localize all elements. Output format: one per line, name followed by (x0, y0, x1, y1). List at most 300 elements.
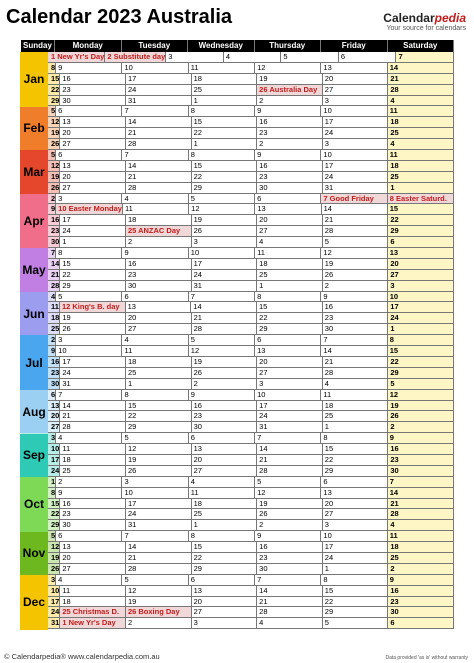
week-row (21, 509, 454, 520)
day-cell-saturday: 1 (388, 183, 454, 193)
day-cell-sunday: 23 (21, 368, 60, 378)
day-cell-sunday: 11 (21, 302, 60, 312)
week-row (21, 411, 454, 422)
week-row (21, 422, 454, 433)
day-cell: 30 (323, 324, 389, 334)
day-cell-saturday: 29 (388, 368, 454, 378)
day-cell: 2 (323, 281, 389, 291)
day-cell: 11 (60, 444, 126, 454)
day-cell: 12 (255, 488, 321, 498)
day-cell: 7 (122, 150, 188, 160)
day-cell: 2 (257, 96, 323, 106)
day-cell: 20 (60, 172, 126, 182)
day-cell: 4 (323, 379, 389, 389)
week-row (21, 575, 454, 586)
day-cell: 9 (122, 248, 188, 258)
day-cell: 17 (126, 499, 192, 509)
day-cell: 21 (257, 455, 323, 465)
day-cell-saturday: 21 (388, 74, 454, 84)
day-cell-sunday: 5 (21, 531, 56, 541)
calendar-body (21, 52, 454, 629)
day-cell-saturday: 22 (388, 357, 454, 367)
day-cell: 31 (60, 379, 126, 389)
day-cell-sunday: 23 (21, 226, 60, 236)
day-cell: 11 (60, 586, 126, 596)
day-cell-saturday: 26 (388, 411, 454, 421)
day-cell: 24 (60, 226, 126, 236)
day-cell: 4 (224, 52, 282, 62)
day-cell: 6 (56, 106, 122, 116)
day-cell: 26 Boxing Day (126, 607, 192, 617)
day-cell: 18 (60, 597, 126, 607)
day-cell-sunday: 9 (21, 204, 56, 214)
day-cell: 14 (321, 346, 387, 356)
week-row (21, 618, 454, 629)
day-cell: 16 (126, 259, 192, 269)
day-cell-sunday: 3 (21, 433, 56, 443)
day-cell-saturday: 13 (388, 248, 454, 258)
day-cell-saturday: 12 (388, 390, 454, 400)
day-cell: 26 (192, 226, 258, 236)
day-cell-sunday: 19 (21, 553, 60, 563)
day-cell: 3 (166, 52, 224, 62)
calendarpedia-logo[interactable] (383, 12, 466, 32)
day-cell-sunday: 1 New Yr's Day (21, 52, 105, 62)
week-row (21, 270, 454, 281)
day-cell: 21 (323, 215, 389, 225)
week-row (21, 357, 454, 368)
day-cell: 1 New Yr's Day (60, 618, 126, 628)
day-cell-sunday: 22 (21, 85, 60, 95)
day-cell: 25 (257, 270, 323, 280)
day-cell: 3 (56, 194, 122, 204)
day-cell: 20 (192, 597, 258, 607)
week-row (21, 161, 454, 172)
day-cell: 25 (60, 466, 126, 476)
day-cell: 19 (126, 597, 192, 607)
day-cell: 14 (322, 204, 388, 214)
day-cell-saturday: 27 (388, 270, 454, 280)
day-cell: 26 (60, 324, 126, 334)
week-row (21, 52, 454, 63)
day-cell-sunday: 5 (21, 106, 56, 116)
day-cell: 5 (122, 575, 188, 585)
day-cell: 2 (192, 379, 258, 389)
day-cell: 9 (56, 488, 122, 498)
day-cell: 28 (257, 466, 323, 476)
day-cell-sunday: 17 (21, 597, 60, 607)
day-cell: 28 (60, 422, 126, 432)
week-row (21, 324, 454, 335)
day-cell-saturday: 18 (388, 117, 454, 127)
day-cell: 4 (257, 618, 323, 628)
day-cell: 5 (189, 335, 255, 345)
day-cell: 31 (126, 96, 192, 106)
day-cell-sunday: 19 (21, 128, 60, 138)
day-cell: 13 (60, 542, 126, 552)
day-cell: 3 (323, 96, 389, 106)
day-cell: 12 King's B. day (60, 302, 126, 312)
day-cell-sunday: 24 (21, 466, 60, 476)
month-label-aug: Aug (20, 390, 48, 434)
week-row (21, 302, 454, 313)
month-label-jul: Jul (20, 335, 48, 390)
day-cell: 6 (255, 194, 321, 204)
day-cell: 7 (255, 575, 321, 585)
day-cell: 5 (255, 477, 321, 487)
day-cell: 8 (321, 433, 387, 443)
week-row (21, 390, 454, 401)
weekday-thursday: Thursday (255, 40, 322, 52)
day-cell-sunday: 21 (21, 270, 60, 280)
day-cell: 30 (257, 183, 323, 193)
day-cell: 6 (339, 52, 397, 62)
day-cell: 22 (257, 313, 323, 323)
day-cell: 20 (323, 74, 389, 84)
day-cell: 10 (321, 531, 387, 541)
month-label-apr: Apr (20, 194, 48, 249)
day-cell: 2 (126, 618, 192, 628)
day-cell: 19 (323, 259, 389, 269)
week-row (21, 379, 454, 390)
day-cell: 30 (192, 422, 258, 432)
day-cell-saturday: 7 (388, 477, 454, 487)
day-cell-sunday: 26 (21, 139, 60, 149)
day-cell: 18 (126, 357, 192, 367)
week-row (21, 194, 454, 205)
day-cell-sunday: 6 (21, 390, 56, 400)
day-cell-saturday: 16 (388, 444, 454, 454)
day-cell: 3 (56, 335, 122, 345)
week-row (21, 542, 454, 553)
day-cell: 15 (126, 401, 192, 411)
day-cell: 28 (126, 564, 192, 574)
day-cell: 15 (60, 259, 126, 269)
day-cell: 28 (323, 226, 389, 236)
day-cell: 29 (192, 183, 258, 193)
day-cell: 13 (321, 488, 387, 498)
day-cell-sunday: 3 (21, 575, 56, 585)
day-cell-sunday: 9 (21, 346, 56, 356)
day-cell: 25 Christmas D. (60, 607, 126, 617)
day-cell: 13 (321, 63, 387, 73)
day-cell: 25 ANZAC Day (126, 226, 192, 236)
day-cell: 16 (323, 302, 389, 312)
day-cell: 6 (189, 433, 255, 443)
day-cell: 29 (60, 281, 126, 291)
day-cell: 19 (192, 215, 258, 225)
week-row (21, 63, 454, 74)
week-row (21, 466, 454, 477)
day-cell: 11 (123, 204, 189, 214)
week-row (21, 455, 454, 466)
day-cell: 18 (323, 401, 389, 411)
day-cell: 19 (192, 357, 258, 367)
day-cell: 2 (126, 237, 192, 247)
day-cell: 24 (323, 128, 389, 138)
day-cell-sunday: 29 (21, 96, 60, 106)
day-cell: 7 (56, 390, 122, 400)
day-cell: 7 (255, 433, 321, 443)
day-cell-sunday: 10 (21, 586, 60, 596)
day-cell-saturday: 25 (388, 553, 454, 563)
day-cell: 27 (257, 368, 323, 378)
day-cell: 31 (126, 520, 192, 530)
day-cell: 22 (192, 172, 258, 182)
day-cell: 7 (122, 531, 188, 541)
day-cell: 27 (257, 226, 323, 236)
day-cell: 26 (323, 270, 389, 280)
week-row (21, 259, 454, 270)
day-cell: 6 (189, 575, 255, 585)
day-cell: 15 (192, 161, 258, 171)
weekday-header (21, 40, 454, 52)
day-cell: 9 (321, 292, 387, 302)
day-cell-sunday: 16 (21, 357, 60, 367)
month-label-may: May (20, 248, 48, 292)
day-cell-sunday: 2 (21, 335, 56, 345)
day-cell: 2 (257, 520, 323, 530)
day-cell: 5 (323, 237, 389, 247)
day-cell: 15 (257, 302, 323, 312)
day-cell: 21 (323, 357, 389, 367)
day-cell: 8 (189, 150, 255, 160)
day-cell-sunday: 29 (21, 520, 60, 530)
day-cell: 15 (192, 117, 258, 127)
day-cell-saturday: 14 (388, 488, 454, 498)
day-cell: 10 Easter Monday (58, 204, 122, 214)
day-cell: 5 (122, 433, 188, 443)
day-cell: 3 (122, 477, 188, 487)
week-row (21, 85, 454, 96)
day-cell-sunday: 13 (21, 401, 60, 411)
day-cell: 21 (126, 172, 192, 182)
day-cell: 30 (60, 96, 126, 106)
day-cell-saturday: 2 (388, 564, 454, 574)
day-cell: 25 (126, 368, 192, 378)
day-cell: 18 (257, 259, 323, 269)
day-cell-saturday: 14 (388, 63, 454, 73)
day-cell-saturday: 3 (388, 281, 454, 291)
weekday-wednesday: Wednesday (188, 40, 255, 52)
day-cell-saturday: 16 (388, 586, 454, 596)
day-cell: 21 (60, 411, 126, 421)
weekday-saturday: Saturday (388, 40, 455, 52)
day-cell: 23 (126, 270, 192, 280)
day-cell: 4 (122, 194, 188, 204)
day-cell: 16 (60, 499, 126, 509)
day-cell: 10 (122, 488, 188, 498)
day-cell: 13 (60, 117, 126, 127)
day-cell: 23 (60, 85, 126, 95)
month-label-feb: Feb (20, 107, 48, 151)
day-cell: 20 (60, 128, 126, 138)
day-cell-saturday: 22 (388, 215, 454, 225)
day-cell: 29 (323, 607, 389, 617)
day-cell-sunday: 16 (21, 215, 60, 225)
day-cell: 15 (323, 444, 389, 454)
day-cell-saturday: 15 (388, 346, 454, 356)
day-cell-saturday: 21 (388, 499, 454, 509)
week-row (21, 433, 454, 444)
day-cell-saturday: 23 (388, 597, 454, 607)
day-cell-saturday: 18 (388, 542, 454, 552)
day-cell: 22 (323, 597, 389, 607)
day-cell: 27 (323, 85, 389, 95)
weekday-tuesday: Tuesday (122, 40, 189, 52)
day-cell: 27 (192, 466, 258, 476)
day-cell: 21 (126, 128, 192, 138)
day-cell: 19 (126, 455, 192, 465)
day-cell: 22 (126, 411, 192, 421)
week-row (21, 150, 454, 161)
day-cell: 14 (60, 401, 126, 411)
day-cell: 24 (323, 553, 389, 563)
day-cell: 15 (192, 542, 258, 552)
day-cell: 8 (56, 248, 122, 258)
day-cell: 20 (257, 215, 323, 225)
week-row (21, 368, 454, 379)
day-cell-sunday: 25 (21, 324, 60, 334)
week-row (21, 477, 454, 488)
day-cell: 14 (126, 117, 192, 127)
day-cell: 18 (192, 499, 258, 509)
day-cell: 23 (257, 553, 323, 563)
day-cell-saturday: 17 (388, 302, 454, 312)
day-cell: 17 (323, 117, 389, 127)
week-row (21, 117, 454, 128)
day-cell: 2 (257, 139, 323, 149)
day-cell: 13 (126, 302, 192, 312)
day-cell: 26 (126, 466, 192, 476)
day-cell: 27 (60, 564, 126, 574)
day-cell-saturday: 4 (388, 96, 454, 106)
day-cell: 16 (60, 74, 126, 84)
day-cell: 14 (126, 161, 192, 171)
week-row (21, 106, 454, 117)
day-cell-sunday: 12 (21, 117, 60, 127)
day-cell: 24 (60, 368, 126, 378)
day-cell-saturday: 8 Easter Saturd. (388, 194, 454, 204)
week-row (21, 488, 454, 499)
day-cell: 10 (122, 63, 188, 73)
weekday-sunday: Sunday (21, 40, 55, 52)
day-cell-sunday: 18 (21, 313, 60, 323)
day-cell-sunday: 19 (21, 172, 60, 182)
day-cell: 25 (192, 85, 258, 95)
day-cell: 31 (257, 422, 323, 432)
day-cell-sunday: 24 (21, 607, 60, 617)
day-cell: 4 (122, 335, 188, 345)
day-cell-sunday: 20 (21, 411, 60, 421)
day-cell: 28 (126, 183, 192, 193)
day-cell: 25 (192, 509, 258, 519)
day-cell: 17 (60, 357, 126, 367)
day-cell: 28 (323, 368, 389, 378)
day-cell: 13 (255, 346, 321, 356)
day-cell: 20 (126, 313, 192, 323)
day-cell: 13 (255, 204, 321, 214)
day-cell: 3 (323, 520, 389, 530)
day-cell: 13 (60, 161, 126, 171)
day-cell-sunday: 15 (21, 499, 60, 509)
day-cell-saturday: 11 (388, 531, 454, 541)
day-cell: 5 (56, 292, 122, 302)
day-cell: 8 (189, 106, 255, 116)
day-cell: 30 (126, 281, 192, 291)
day-cell: 24 (192, 270, 258, 280)
week-row (21, 531, 454, 542)
day-cell-sunday: 30 (21, 379, 60, 389)
logo-wordmark: Calendarpedia (383, 11, 466, 25)
day-cell: 19 (257, 74, 323, 84)
day-cell-saturday: 15 (388, 204, 454, 214)
day-cell: 3 (323, 139, 389, 149)
day-cell: 16 (257, 161, 323, 171)
month-label-oct: Oct (20, 477, 48, 532)
day-cell: 11 (321, 390, 387, 400)
week-row (21, 237, 454, 248)
day-cell: 15 (323, 586, 389, 596)
day-cell: 27 (323, 509, 389, 519)
day-cell-sunday: 1 (21, 477, 56, 487)
day-cell: 4 (56, 433, 122, 443)
day-cell: 1 (323, 422, 389, 432)
day-cell: 14 (257, 444, 323, 454)
week-row (21, 607, 454, 618)
day-cell-saturday: 24 (388, 313, 454, 323)
day-cell: 23 (257, 172, 323, 182)
day-cell: 17 (257, 401, 323, 411)
day-cell: 28 (257, 607, 323, 617)
day-cell: 14 (191, 302, 257, 312)
day-cell-sunday: 10 (21, 444, 60, 454)
day-cell-sunday: 8 (21, 63, 56, 73)
week-row (21, 172, 454, 183)
day-cell: 5 (323, 618, 389, 628)
day-cell: 7 (122, 106, 188, 116)
day-cell: 24 (257, 411, 323, 421)
day-cell-sunday: 7 (21, 248, 56, 258)
day-cell-saturday: 11 (388, 150, 454, 160)
day-cell: 12 (255, 63, 321, 73)
week-row (21, 248, 454, 259)
week-row (21, 586, 454, 597)
day-cell: 27 (60, 139, 126, 149)
day-cell: 31 (192, 281, 258, 291)
day-cell: 16 (192, 401, 258, 411)
day-cell-sunday: 5 (21, 150, 56, 160)
day-cell: 28 (126, 139, 192, 149)
week-row (21, 204, 454, 215)
day-cell: 22 (192, 128, 258, 138)
day-cell: 10 (56, 346, 122, 356)
month-label-dec: Dec (20, 575, 48, 630)
day-cell: 11 (122, 346, 188, 356)
logo-tagline: Your source for calendars (386, 25, 466, 32)
day-cell-saturday: 29 (388, 226, 454, 236)
day-cell: 16 (257, 117, 323, 127)
day-cell: 29 (257, 324, 323, 334)
day-cell: 12 (189, 346, 255, 356)
day-cell-sunday: 26 (21, 183, 60, 193)
day-cell-sunday: 15 (21, 74, 60, 84)
day-cell: 4 (56, 575, 122, 585)
day-cell-saturday: 25 (388, 172, 454, 182)
day-cell: 7 (321, 335, 387, 345)
day-cell: 8 (255, 292, 321, 302)
day-cell-sunday: 4 (21, 292, 56, 302)
